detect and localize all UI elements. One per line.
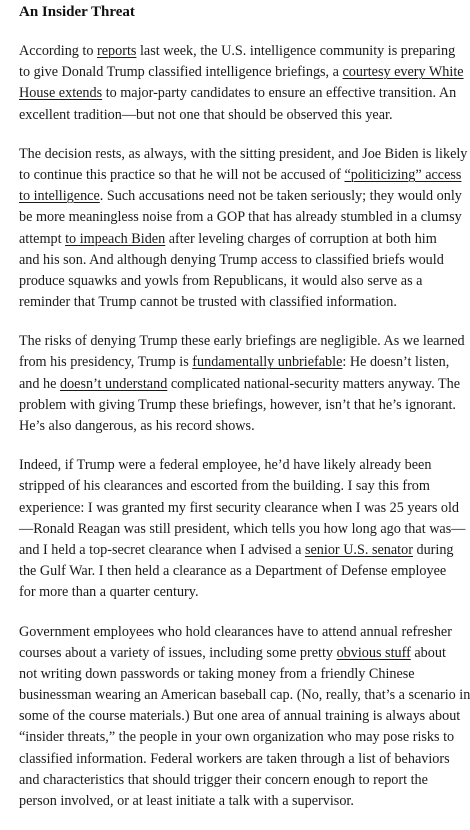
text-run: for more than a quarter century. [19, 584, 199, 601]
inline-link[interactable]: fundamentally unbriefable [192, 354, 343, 371]
inline-link[interactable]: to impeach Biden [65, 230, 166, 247]
text-line [19, 498, 460, 519]
inline-link[interactable]: courtesy every White [342, 64, 464, 81]
text-line [19, 292, 439, 313]
text-run: He’s also dangerous, as his record shows. [19, 418, 255, 434]
text-line [19, 62, 464, 83]
text-run: experience: I was granted my first security clearance when I was 25 years old [19, 499, 460, 516]
text-run: be more meaningless noise from a GOP that has already stumbled in a clumsy [19, 209, 462, 226]
text-run: from his presidency, Trump is [19, 354, 193, 371]
text-line [19, 271, 439, 292]
text-line [19, 582, 439, 603]
text-line [19, 727, 455, 748]
text-run: The risks of denying Trump these early briefings are negligible. As we learned [19, 333, 465, 350]
text-run: . Such accusations need not be taken seriously; they would only [99, 188, 462, 205]
text-line [19, 331, 465, 352]
text-line [19, 83, 457, 104]
text-line [19, 476, 439, 497]
text-run: after leveling charges of corruption at both him [165, 230, 437, 247]
text-run: about [410, 644, 446, 661]
paragraph [19, 622, 470, 813]
text-run: classified information. Federal workers are taken through a list of behaviors [19, 750, 450, 767]
text-line [19, 664, 439, 685]
text-run: produce squawks and yowls from Republicans, it would also serve as a [19, 272, 423, 289]
text-line [19, 622, 452, 643]
text-run: during [412, 541, 454, 558]
text-line [19, 41, 456, 62]
text-run: : He doesn’t listen, [342, 354, 450, 371]
paragraph [19, 455, 466, 603]
text-run: Government employees who hold clearances have to attend annual refresher [19, 623, 452, 640]
inline-link[interactable]: doesn’t understand [59, 375, 168, 392]
text-line [19, 105, 439, 126]
text-line [19, 770, 439, 791]
text-run: complicated national-security matters anyway. The [167, 375, 461, 392]
article-heading: An Insider Threat [19, 4, 135, 20]
text-line [19, 229, 439, 250]
text-line [19, 749, 450, 770]
inline-link[interactable]: senior U.S. senator [304, 541, 413, 558]
inline-link[interactable]: reports [97, 43, 137, 59]
article [19, 0, 470, 830]
text-line [19, 643, 446, 664]
text-run: and I held a top-secret clearance when I advised a [19, 541, 305, 558]
text-line [19, 416, 439, 437]
text-line [19, 519, 466, 540]
text-line [19, 352, 450, 373]
text-line [19, 250, 444, 271]
inline-link[interactable]: House extends [19, 85, 103, 102]
inline-link[interactable]: “politicizing” access [344, 166, 462, 183]
paragraph [19, 144, 468, 314]
inline-link[interactable]: obvious stuff [336, 644, 411, 661]
text-line [19, 561, 447, 582]
text-run: Indeed, if Trump were a federal employee, he’d have likely already been [19, 457, 432, 474]
text-run: attempt [19, 230, 66, 247]
paragraph [19, 41, 464, 126]
text-run: and his son. And although denying Trump access to classified briefs would [19, 251, 444, 268]
text-line [19, 455, 439, 476]
text-run: The decision rests, as always, with the sitting president, and Joe Biden is likely [19, 145, 468, 162]
text-run: excellent tradition—but not one that should be observed this year. [19, 106, 393, 123]
text-run: According to [19, 43, 98, 59]
text-run: reminder that Trump cannot be trusted with classified information. [19, 294, 397, 311]
text-run: not writing down passwords or taking money from a friendly Chinese [19, 665, 415, 682]
text-run: “insider threats,” the people in your own organization who may pose risks to [19, 729, 455, 746]
text-run: stripped of his clearances and escorted from the building. I say this from [19, 478, 430, 495]
article-body [19, 41, 470, 812]
text-run: some of the course materials.) But one area of annual training is always about [19, 708, 461, 725]
text-line [19, 144, 468, 165]
text-line [19, 186, 462, 207]
paragraph [19, 331, 465, 437]
inline-link[interactable]: to intelligence [19, 188, 100, 205]
text-run: person involved, or at least initiate a talk with a supervisor. [19, 793, 354, 809]
text-line [19, 374, 461, 395]
text-line [19, 165, 462, 186]
text-run: problem with giving Trump these briefings, however, isn’t that he’s ignorant. [19, 396, 456, 413]
text-run: to major-party candidates to ensure an effective transition. An [102, 85, 457, 102]
text-run: and characteristics that should trigger their concern enough to report the [19, 771, 428, 788]
text-run: courses about a variety of issues, including some pretty [19, 644, 337, 661]
text-run: and he [19, 375, 60, 392]
text-run: to give Donald Trump classified intelligence briefings, a [19, 64, 343, 81]
text-line [19, 706, 461, 727]
text-line [19, 207, 462, 228]
text-run: last week, the U.S. intelligence community is preparing [136, 43, 456, 59]
text-line [19, 540, 454, 561]
text-run: the Gulf War. I then held a clearance as a Department of Defense employee [19, 563, 447, 580]
text-line [19, 791, 439, 812]
text-run: businessman wearing an American baseball cap. (No, really, that’s a scenario in [19, 687, 470, 704]
text-line [19, 685, 470, 706]
text-run: to continue this practice so that he will not be accused of [19, 166, 345, 183]
text-run: —Ronald Reagan was still president, which tells you how long ago that was— [19, 520, 466, 537]
text-line [19, 395, 456, 416]
